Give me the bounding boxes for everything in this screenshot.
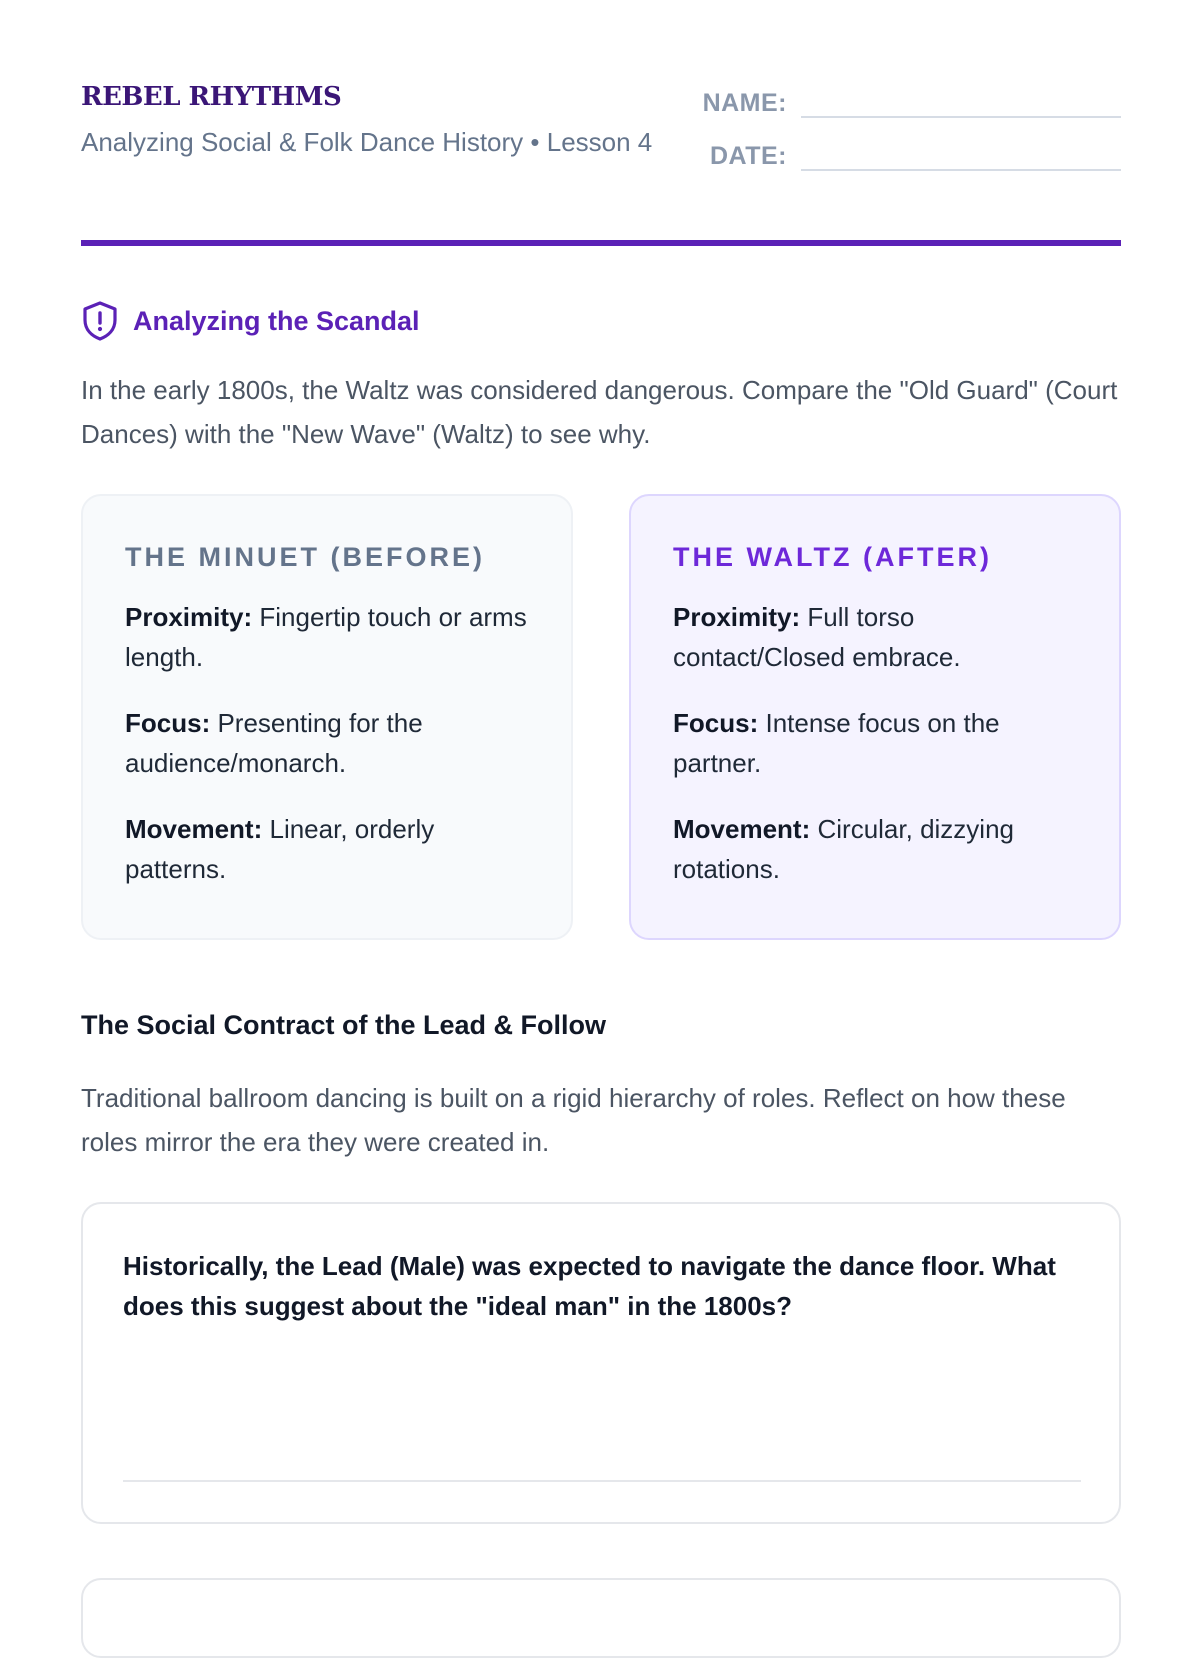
item-label: Movement: xyxy=(673,814,811,844)
item-text: Circular, dizzying rotations. xyxy=(673,814,1014,884)
waltz-proximity xyxy=(673,597,1077,677)
minuet-movement xyxy=(125,809,529,889)
item-label: Movement: xyxy=(125,814,263,844)
lesson-subtitle: Analyzing Social & Folk Dance History • Lesson 4 xyxy=(81,127,653,157)
item-text: Full torso contact/Closed embrace. xyxy=(673,602,961,672)
next-question-box xyxy=(81,1578,1121,1658)
social-contract-intro: Traditional ballroom dancing is built on a rigid hierarchy of roles. Reflect on how these roles mirror the era they were created in. xyxy=(81,1083,1066,1157)
shield-alert-icon xyxy=(81,300,119,342)
name-label: NAME: xyxy=(702,89,787,117)
item-text: Intense focus on the partner. xyxy=(673,708,1000,778)
item-text: Fingertip touch or arms length. xyxy=(125,602,527,672)
item-text: Linear, orderly patterns. xyxy=(125,814,435,884)
minuet-card xyxy=(81,494,573,940)
name-input-line[interactable] xyxy=(801,84,1121,118)
item-label: Proximity: xyxy=(673,602,801,632)
waltz-focus xyxy=(673,703,1077,783)
header-divider xyxy=(81,240,1121,246)
question-prompt: Historically, the Lead (Male) was expected to navigate the dance floor. What does this suggest about the "ideal man" in the 1800s? xyxy=(123,1251,1056,1321)
question-box xyxy=(81,1202,1121,1524)
item-label: Focus: xyxy=(673,708,759,738)
minuet-proximity xyxy=(125,597,529,677)
answer-line[interactable] xyxy=(123,1480,1081,1482)
brand-title: REBEL RHYTHMS xyxy=(81,82,342,112)
section-intro: In the early 1800s, the Waltz was considered dangerous. Compare the "Old Guard" (Court Dances) with the "New Wave" (Waltz) to see why. xyxy=(81,375,1118,449)
worksheet-header xyxy=(81,0,1121,247)
item-text: Presenting for the audience/monarch. xyxy=(125,708,423,778)
minuet-card-title: THE MINUET (BEFORE) xyxy=(125,542,485,572)
date-label: DATE: xyxy=(709,142,787,170)
section-heading xyxy=(81,300,420,342)
section-title: Analyzing the Scandal xyxy=(133,305,420,336)
item-label: Focus: xyxy=(125,708,211,738)
minuet-focus xyxy=(125,703,529,783)
worksheet-page xyxy=(81,0,1121,1321)
date-input-line[interactable] xyxy=(801,137,1121,171)
item-label: Proximity: xyxy=(125,602,253,632)
social-contract-heading: The Social Contract of the Lead & Follow xyxy=(81,1010,607,1040)
comparison-cards xyxy=(81,494,1121,940)
waltz-card xyxy=(629,494,1121,940)
name-field xyxy=(703,84,1121,118)
waltz-card-title: THE WALTZ (AFTER) xyxy=(673,542,992,572)
date-field xyxy=(710,137,1121,171)
waltz-movement xyxy=(673,809,1077,889)
